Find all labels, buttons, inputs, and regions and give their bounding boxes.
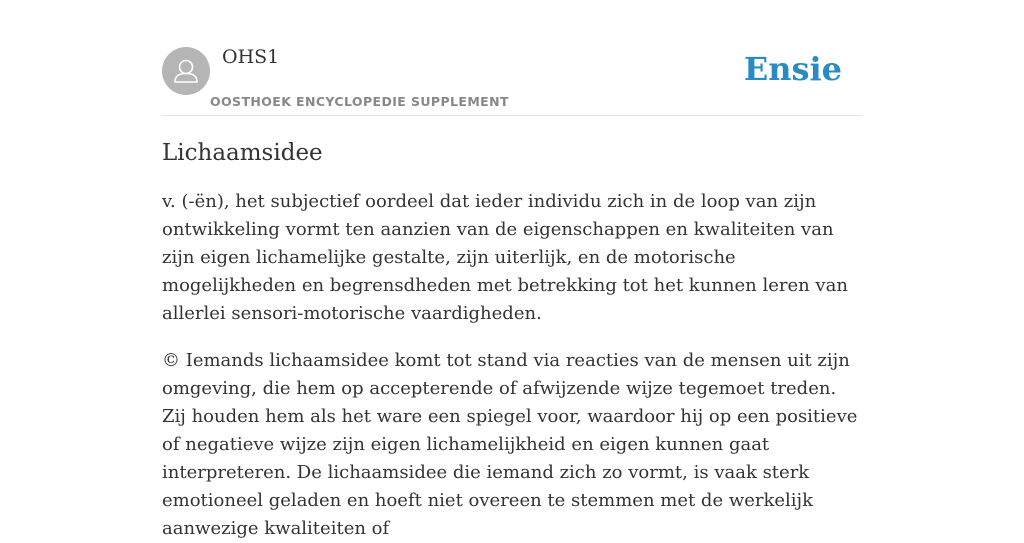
site-logo[interactable]: Ensie — [743, 50, 842, 88]
header — [162, 0, 862, 116]
article-paragraph-2: © Iemands lichaamsidee komt tot stand via reacties van de mensen uit zijn omgeving, die hem op accepterende of afwijzende wijze tegemoet treden. Zij houden hem als het ware een spiegel voor, waardoor hij op een positieve of negatieve wijze zijn eigen lichamelijkheid en eigen kunnen gaat interpreteren. De lichaamsidee die iemand zich zo vormt, is vaak sterk emotioneel geladen en hoeft niet overeen te stemmen met de werkelijk aanwezige kwaliteiten of — [162, 350, 858, 539]
source-subtitle[interactable]: OOSTHOEK ENCYCLOPEDIE SUPPLEMENT — [210, 94, 509, 109]
page-container — [162, 0, 862, 543]
user-silhouette-icon — [162, 47, 210, 95]
article-paragraph-1: v. (-ën), het subjectief oordeel dat ieder individu zich in de loop van zijn ontwikkeling vormt ten aanzien van de eigenschappen en kwaliteiten van zijn eigen lichamelijke gestalte, zijn uiterlijk, en de motorische mogelijkheden en begrensdheden met betrekking tot het kunnen leren van allerlei sensori-motorische vaardigheden. — [162, 191, 848, 324]
article-title: Lichaamsidee — [162, 140, 323, 166]
username[interactable]: OHS1 — [222, 46, 280, 68]
avatar[interactable] — [162, 47, 210, 95]
